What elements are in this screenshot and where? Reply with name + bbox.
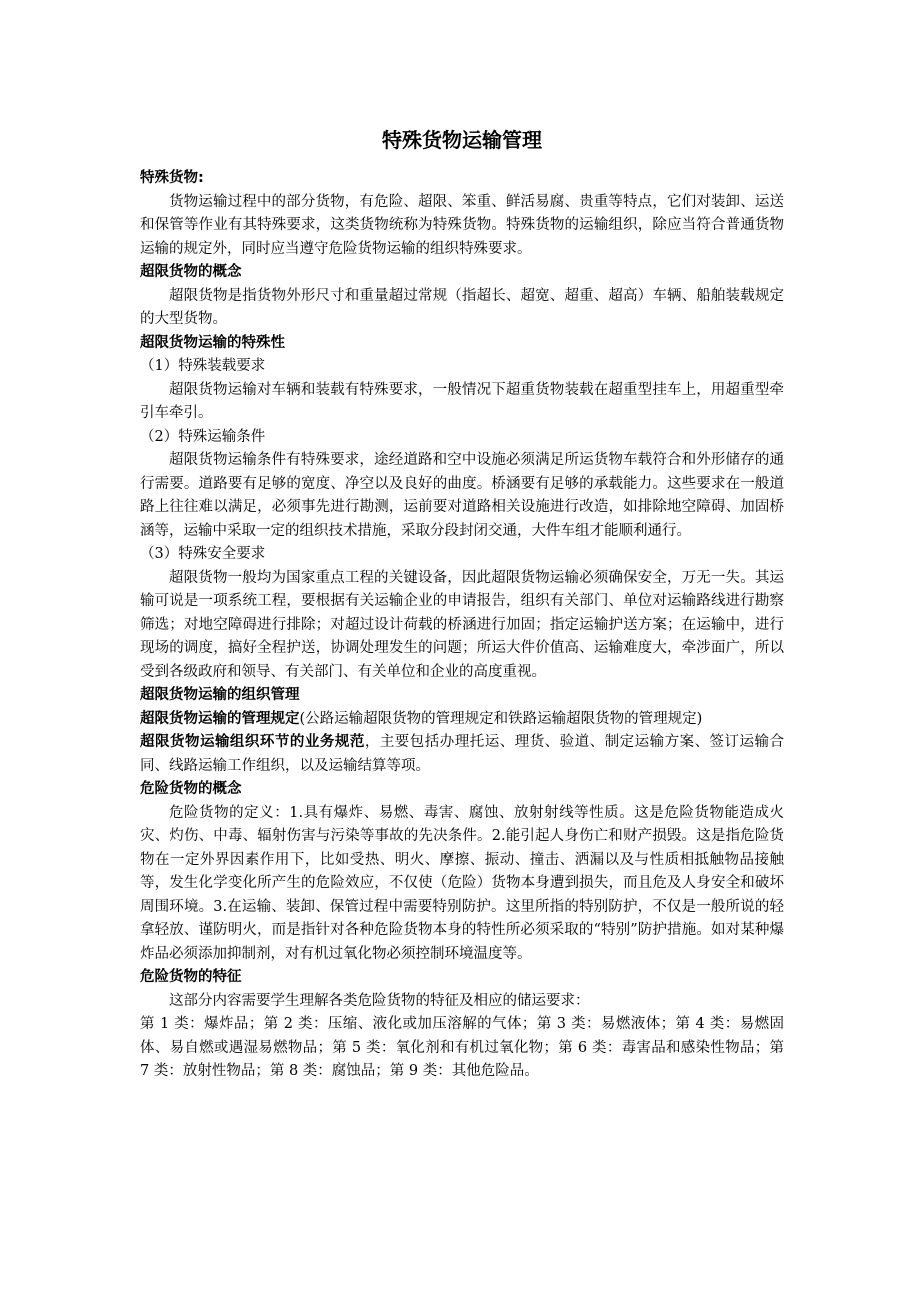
paragraph: 危险货物的定义：1.具有爆炸、易燃、毒害、腐蚀、放射射线等性质。这是危险货物能造成火灾、灼伤、中毒、辐射伤害与污染等事故的先决条件。2.能引起人身伤亡和财产损毁。这是指危险货物在一定外界因素作用下，比如受热、明火、摩擦、振动、撞击、洒漏以及与性质相抵触物品接触等，发生化学变化所产生的危险效应，不仅使（危险）货物本身遭到损失，而且危及人身安全和破坏周围环境。3.在运输、装卸、保管过程中需要特别防护。这里所指的特别防护，不仅是一般所说的轻拿轻放、谨防明火，而是指针对各种危险货物本身的特性所必须采取的“特别”防护措施。如对某种爆炸品必须添加抑制剂，对有机过氧化物必须控制环境温度等。 [140, 804, 784, 962]
paragraph: 货物运输过程中的部分货物，有危险、超限、笨重、鲜活易腐、贵重等特点，它们对装卸、运送和保管等作业有其特殊要求，这类货物统称为特殊货物。特殊货物的运输组织，除应当符合普通货物运输的规定外，同时应当遵守危险货物运输的组织特殊要求。 [140, 193, 784, 257]
section-heading-oversize-specialty: 超限货物运输的特殊性 [140, 334, 285, 351]
section-heading-dangerous-concept: 危险货物的概念 [140, 781, 242, 797]
paragraph [140, 731, 784, 778]
section-heading-dangerous-features: 危险货物的特征 [140, 969, 242, 985]
section-heading-oversize-management: 超限货物运输的组织管理 [140, 687, 300, 703]
list-item-label: （3）特殊安全要求 [140, 546, 266, 562]
paragraph: 第 1 类：爆炸品；第 2 类：压缩、液化或加压溶解的气体；第 3 类：易燃液体；第 4 类：易燃固体、易自燃或遇湿易燃物品；第 5 类：氧化剂和有机过氧化物；第 6 类：毒害品和感染性物品；第 7 类：放射性物品；第 8 类：腐蚀品；第 9 类：其他危险品。 [140, 1016, 784, 1079]
paragraph: 超限货物运输条件有特殊要求，途经道路和空中设施必须满足所运货物车载符合和外形储存的通行需要。道路要有足够的宽度、净空以及良好的曲度。桥涵要有足够的承载能力。这些要求在一般道路上往往难以满足，必须事先进行勘测，运前要对道路相关设施进行改造，如排除地空障碍、加固桥涵等，运输中采取一定的组织技术措施，采取分段封闭交通，大件车组才能顺利通行。 [140, 452, 784, 539]
section-heading-special-cargo: 特殊货物: [140, 170, 204, 186]
paragraph: 超限货物运输对车辆和装载有特殊要求，一般情况下超重货物装载在超重型挂车上，用超重型牵引车牵引。 [140, 381, 784, 421]
paragraph [140, 708, 784, 732]
bold-term: 超限货物运输组织环节的业务规范 [140, 734, 365, 750]
paragraph: 超限货物是指货物外形尺寸和重量超过常规（指超长、超宽、超重、超高）车辆、船舶装载规定的大型货物。 [140, 287, 784, 327]
list-item-label: （2）特殊运输条件 [140, 428, 266, 445]
list-item-label: （1）特殊装载要求 [140, 358, 266, 374]
inline-text: (公路运输超限货物的管理规定和铁路运输超限货物的管理规定) [299, 710, 703, 727]
page-title: 特殊货物运输管理 [382, 128, 542, 152]
inline-text: ，主要包括办理托运、理货、验道、制定运输方案、签订运输合同、线路运输工作组织，以及运输结算等项。 [140, 734, 785, 774]
section-heading-oversize-concept: 超限货物的概念 [140, 264, 242, 280]
paragraph: 超限货物一般均为国家重点工程的关键设备，因此超限货物运输必须确保安全，万无一失。其运输可说是一项系统工程，要根据有关运输企业的申请报告，组织有关部门、单位对运输路线进行勘察筛选；对地空障碍进行排除；对超过设计荷载的桥涵进行加固；指定运输护送方案；在运输中，进行现场的调度，搞好全程护送，协调处理发生的问题；所运大件价值高、运输难度大，牵涉面广，所以受到各级政府和领导、有关部门、有关单位和企业的高度重视。 [140, 569, 784, 680]
document-body [140, 118, 784, 1084]
paragraph: 这部分内容需要学生理解各类危险货物的特征及相应的储运要求： [169, 992, 590, 1009]
bold-term: 超限货物运输的管理规定 [140, 710, 300, 727]
